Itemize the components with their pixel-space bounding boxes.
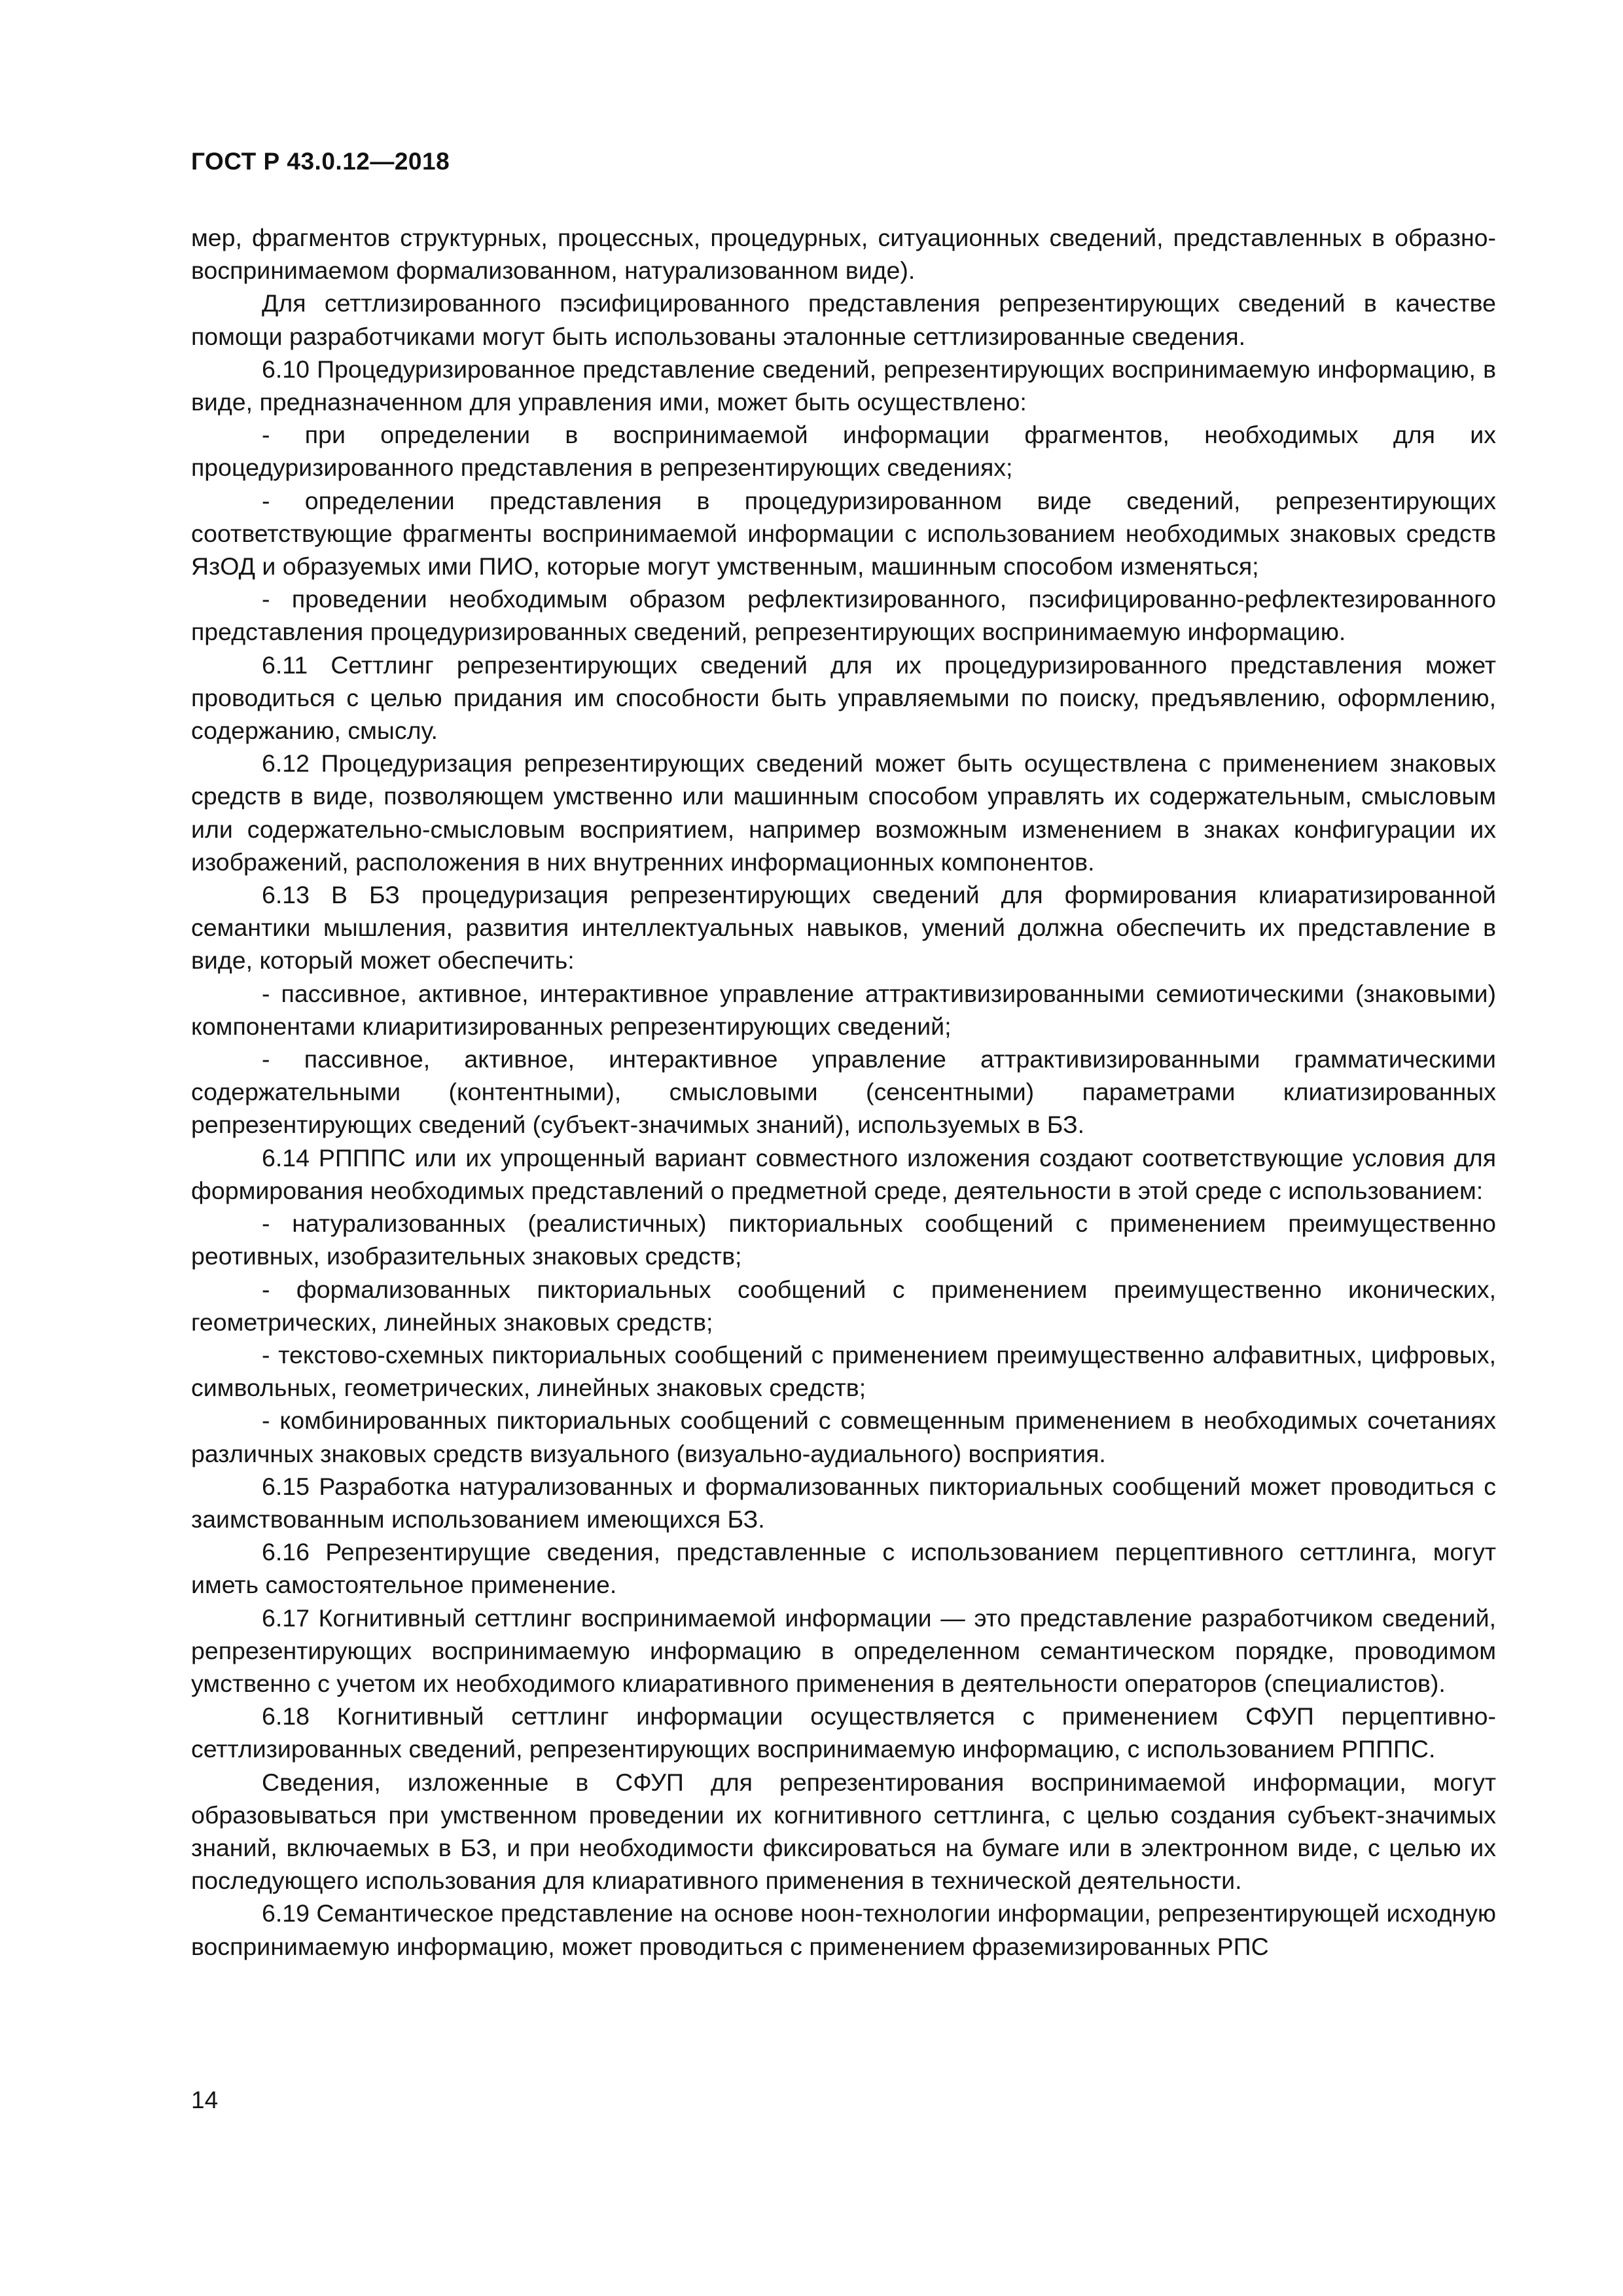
list-item: - пассивное, активное, интерактивное управление аттрактивизированными семиотическими (знаковыми) компонентами клиаритизированных репрезентирующих сведений;	[191, 979, 1496, 1040]
list-item: - определении представления в процедуризированном виде сведений, репрезентирующих соответствующие фрагменты воспринимаемой информации с использованием необходимых знаковых средств ЯзОД и образуемых ими ПИО, которые могут умственным, машинным способом изменяться;	[191, 486, 1496, 581]
clause-6-13: 6.13 В БЗ процедуризация репрезентирующих сведений для формирования клиаратизированной семантики мышления, развития интеллектуальных навыков, умений должна обеспечить их представление в виде, который может обеспечить:	[191, 881, 1496, 975]
paragraph-continuation: мер, фрагментов структурных, процессных, процедурных, ситуационных сведений, представленных в образно-воспринимаемом формализованном, натурализованном виде).	[191, 224, 1496, 285]
clause-6-16: 6.16 Репрезентирущие сведения, представленные с использованием перцептивного сеттлинга, могут иметь самостоятельное применение.	[191, 1538, 1496, 1599]
list-item: - текстово-схемных пикториальных сообщений с применением преимущественно алфавитных, цифровых, символьных, геометрических, линейных знаковых средств;	[191, 1340, 1496, 1402]
list-item: - проведении необходимым образом рефлектизированного, пэсифицированно-рефлектезированного представления процедуризированных сведений, репрезентирующих воспринимаемую информацию.	[191, 585, 1496, 646]
clause-6-11: 6.11 Сеттлинг репрезентирующих сведений для их процедуризированного представления может проводиться с целью придания им способности быть управляемыми по поиску, предъявлению, оформлению, содержанию, смыслу.	[191, 651, 1496, 745]
document-body	[191, 221, 1496, 1963]
clause-6-10: 6.10 Процедуризированное представление сведений, репрезентирующих воспринимаемую информацию, в виде, предназначенном для управления ими, может быть осуществлено:	[191, 355, 1496, 416]
page-number: 14	[191, 2087, 219, 2113]
clause-6-17: 6.17 Когнитивный сеттлинг воспринимаемой информации — это представление разработчиком сведений, репрезентирующих воспринимаемую информацию в определенном семантическом порядке, проводимом умственно с учетом их необходимого клиаративного применения в деятельности операторов (специалистов).	[191, 1604, 1496, 1697]
document-header-standard-number: ГОСТ Р 43.0.12—2018	[191, 148, 450, 175]
list-item: - формализованных пикториальных сообщений с применением преимущественно иконических, геометрических, линейных знаковых средств;	[191, 1275, 1496, 1336]
list-item: - при определении в воспринимаемой информации фрагментов, необходимых для их процедуризированного представления в репрезентирующих сведениях;	[191, 421, 1496, 482]
list-item: - натурализованных (реалистичных) пикториальных сообщений с применением преимущественно реотивных, изобразительных знаковых средств;	[191, 1210, 1496, 1270]
clause-6-19: 6.19 Семантическое представление на основе ноон-технологии информации, репрезентирующей исходную воспринимаемую информацию, может проводиться с применением фраземизированных РПС	[191, 1899, 1496, 1960]
clause-6-12: 6.12 Процедуризация репрезентирующих сведений может быть осуществлена с применением знаковых средств в виде, позволяющем умственно или машинным способом управлять их содержательным, смысловым или содержательно-смысловым восприятием, например возможным изменением в знаках конфигурации их изображений, расположения в них внутренних информационных компонентов.	[191, 749, 1496, 876]
clause-6-18: 6.18 Когнитивный сеттлинг информации осуществляется с применением СФУП перцептивно-сеттлизированных сведений, репрезентирующих воспринимаемую информацию, с использованием РПППС.	[191, 1702, 1496, 1763]
paragraph: Для сеттлизированного пэсифицированного представления репрезентирующих сведений в качестве помощи разработчиками могут быть использованы эталонные сеттлизированные сведения.	[191, 289, 1496, 350]
paragraph: Сведения, изложенные в СФУП для репрезентирования воспринимаемой информации, могут образовываться при умственном проведении их когнитивного сеттлинга, с целью создания субъект-значимых знаний, включаемых в БЗ, и при необходимости фиксироваться на бумаге или в электронном виде, с целью их последующего использования для клиаративного применения в технической деятельности.	[191, 1768, 1496, 1895]
list-item: - пассивное, активное, интерактивное управление аттрактивизированными грамматическими содержательными (контентными), смысловыми (сенсентными) параметрами клиатизированных репрезентирующих сведений (субъект-значимых знаний), используемых в БЗ.	[191, 1045, 1496, 1139]
clause-6-15: 6.15 Разработка натурализованных и формализованных пикториальных сообщений может проводиться с заимствованным использованием имеющихся БЗ.	[191, 1472, 1496, 1533]
list-item: - комбинированных пикториальных сообщений с совмещенным применением в необходимых сочетаниях различных знаковых средств визуального (визуально-аудиального) восприятия.	[191, 1407, 1496, 1467]
clause-6-14: 6.14 РПППС или их упрощенный вариант совместного изложения создают соответствующие условия для формирования необходимых представлений о предметной среде, деятельности в этой среде с использованием:	[191, 1143, 1496, 1204]
